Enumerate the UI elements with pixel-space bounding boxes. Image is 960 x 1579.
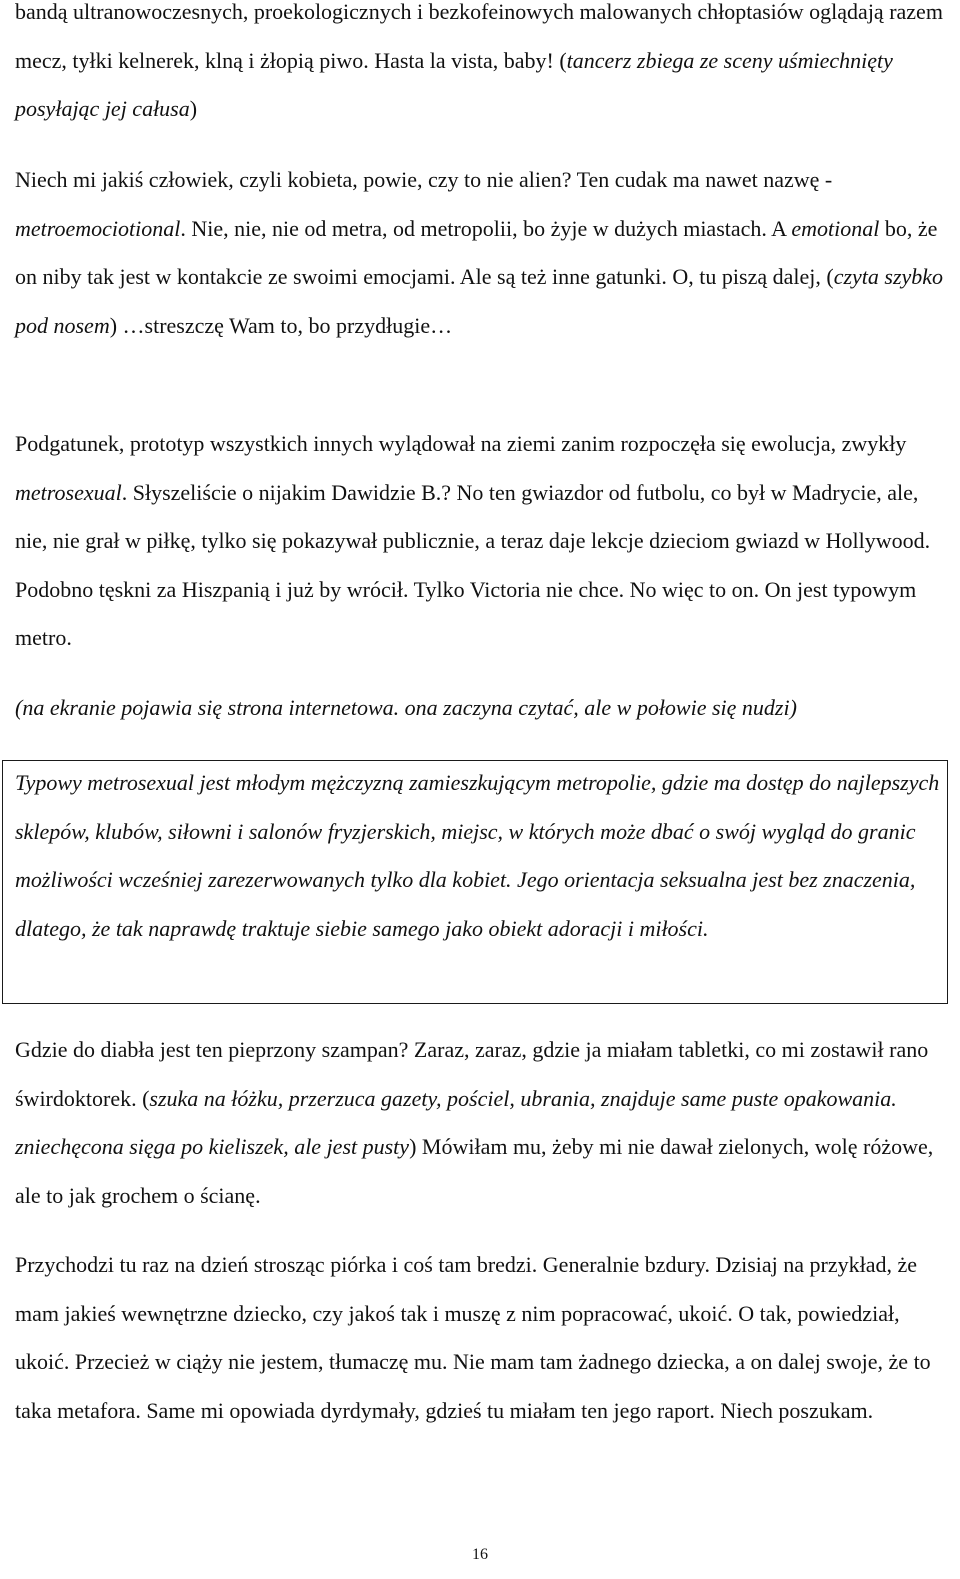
page-number: 16 [472,1546,488,1563]
italic-term: metrosexual [15,479,122,505]
stage-direction: szuka na łóżku, przerzuca gazety, pościel, ubrania, znajduje same puste opakowania. zniechęcona sięga po kieliszek, ale jest pusty [15,1085,897,1159]
paragraph-2-text-1: Niech mi jakiś człowiek, czyli kobieta, powie, czy to nie alien? Ten cudak ma nawet nazwę - [15,167,833,192]
paragraph-5-text-2: ) Mówiłam mu, żeby mi nie dawał zielonych, wolę różowe, ale to jak grochem o ścianę. [15,1134,934,1208]
paragraph-2-text-2: . Nie, nie, nie od metra, od metropolii, bo żyje w dużych miastach. A [180,215,792,241]
paragraph-1 [15,0,945,134]
paragraph-5-text-1: Gdzie do diabła jest ten pieprzony szampan? Zaraz, zaraz, gdzie ja miałam tabletki, co mi zostawił rano świrdoktorek. ( [15,1037,929,1111]
paragraph-3 [15,420,945,663]
website-quote-text: Typowy metrosexual jest młodym mężczyzną zamieszkującym metropolie, gdzie ma dostęp do najlepszych sklepów, klubów, siłowni i salonów fryzjerskich, miejsc, w których może dbać o swój wygląd do granic możliwości wcześniej zarezerwowanych tylko dla kobiet. Jego orientacja seksualna jest bez znaczenia, dlatego, że tak naprawdę traktuje siebie samego jako obiekt adoracji i miłości. [15,770,940,941]
paragraph-2-text-3: bo, że on niby tak jest w kontakcie ze swoimi emocjami. Ale są też inne gatunki. O, tu piszą dalej, ( [15,215,938,289]
stage-direction-paragraph [15,684,945,733]
paragraph-6-text-1: Przychodzi tu raz na dzień strosząc piórka i coś tam bredzi. Generalnie bzdury. Dzisiaj na przykład, że mam jakieś wewnętrzne dziecko, czy jakoś tak i muszę z nim popracować, ukoić. O tak, powiedział, ukoić. Przecież w ciąży nie jestem, tłumaczę mu. Nie mam tam żadnego dziecka, a on dalej swoje, że to taka metafora. Same mi opowiada dyrdymały, gdzieś tu miałam ten jego raport. Niech poszukam. [15,1252,931,1423]
stage-direction: czyta szybko pod nosem [15,264,944,338]
paragraph-1-text-2: ) [189,96,198,121]
paragraph-2 [15,156,945,350]
paragraph-6 [15,1241,945,1435]
italic-term: metroemociotional [15,215,181,241]
stage-direction: tancerz zbiega ze sceny uśmiechnięty posyłając jej całusa [15,47,893,121]
stage-direction: (na ekranie pojawia się strona internetowa. ona zaczyna czytać, ale w połowie się nudzi) [15,695,797,720]
paragraph-3-text-1: Podgatunek, prototyp wszystkich innych wylądował na ziemi zanim rozpoczęła się ewolucja, zwykły [15,431,907,456]
italic-term: emotional [791,215,880,241]
paragraph-5 [15,1026,945,1220]
paragraph-2-text-4: ) …streszczę Wam to, bo przydługie… [109,312,453,338]
paragraph-1-text-1: bandą ultranowoczesnych, proekologicznych i bezkofeinowych malowanych chłoptasiów oglądają razem mecz, tyłki kelnerek, klną i żłopią piwo. Hasta la vista, baby! ( [15,0,943,73]
website-quote-box [2,760,948,1004]
paragraph-3-text-2: . Słyszeliście o nijakim Dawidzie B.? No ten gwiazdor od futbolu, co był w Madrycie, ale, nie, nie grał w piłkę, tylko się pokazywał publicznie, a teraz daje lekcje dzieciom gwiazd w Hollywood. Podobno tęskni za Hiszpanią i już by wrócił. Tylko Victoria nie chce. No więc to on. On jest typowym metro. [15,479,931,650]
